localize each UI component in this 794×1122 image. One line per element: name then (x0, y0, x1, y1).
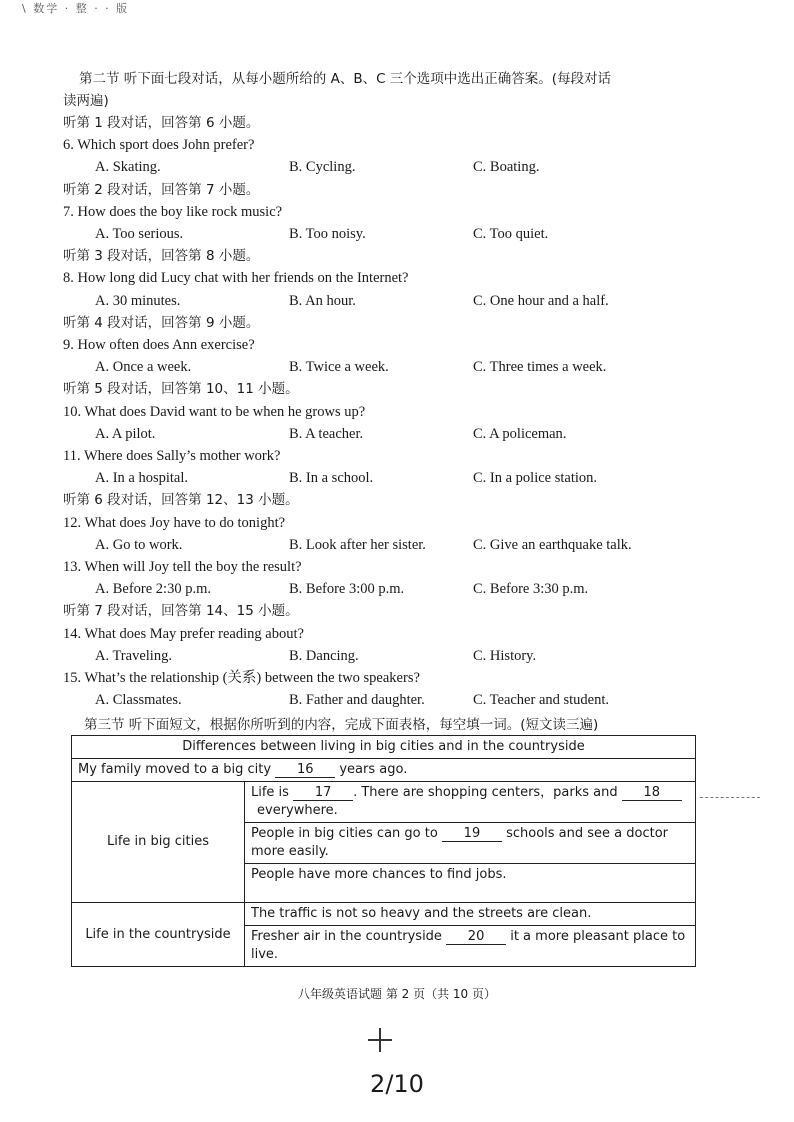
answer-option-b[interactable]: B. Cycling. (289, 159, 356, 176)
dialogue-instruction: 听第 1 段对话，回答第 6 小题。 (63, 115, 260, 131)
answer-option-c[interactable]: C. Too quiet. (473, 226, 549, 242)
country-row-air (245, 926, 696, 967)
answer-option-c[interactable]: C. Three times a week. (473, 359, 607, 376)
answer-option-a[interactable]: A. Before 2:30 p.m. (95, 581, 211, 598)
question-text: 9. How often does Ann exercise? (63, 337, 255, 353)
answer-option-c[interactable]: C. Give an earthquake talk. (473, 536, 632, 553)
dialogue-instruction: 听第 7 段对话，回答第 14、15 小题。 (63, 603, 299, 620)
city-schools-post: schools and see a doctor more easily. (251, 826, 669, 859)
answer-option-a[interactable]: A. Skating. (95, 159, 161, 176)
dialogue-instruction: 听第 6 段对话，回答第 12、13 小题。 (63, 492, 299, 509)
table-row-moved (72, 759, 696, 782)
blank-18[interactable]: 18 (622, 785, 682, 801)
answer-option-b[interactable]: B. Look after her sister. (289, 536, 426, 553)
country-label: Life in the countryside (72, 903, 245, 967)
blank-19[interactable]: 19 (442, 826, 502, 842)
answer-option-a[interactable]: A. 30 minutes. (95, 292, 181, 309)
city-schools-pre: People in big cities can go to (251, 826, 438, 841)
blank-16[interactable]: 16 (275, 762, 335, 778)
city-row-life (245, 782, 696, 823)
answer-option-b[interactable]: B. Dancing. (289, 647, 359, 664)
city-life-mid: . There are shopping centers，parks and (353, 785, 618, 800)
answer-option-b[interactable]: B. Father and daughter. (289, 692, 425, 709)
country-air-pre: Fresher air in the countryside (251, 929, 442, 944)
country-air-post: it a more pleasant place to live. (251, 929, 686, 962)
answer-option-b[interactable]: B. Twice a week. (289, 359, 389, 376)
section2-title-cont: 读两遍) (63, 93, 109, 109)
answer-option-c[interactable]: C. Boating. (473, 159, 540, 176)
scan-mark (700, 797, 760, 800)
city-row-schools (245, 823, 696, 864)
section2-title: 第二节 听下面七段对话，从每小题所给的 A、B、C 三个选项中选出正确答案。(每段对话 (79, 71, 612, 87)
question-text: 13. When will Joy tell the boy the result? (63, 559, 302, 575)
question-text: 14. What does May prefer reading about? (63, 625, 304, 642)
city-life-post: everywhere. (257, 803, 338, 818)
answer-option-b[interactable]: B. Too noisy. (289, 226, 366, 242)
answer-option-a[interactable]: A. In a hospital. (95, 470, 189, 487)
answer-option-b[interactable]: B. A teacher. (289, 425, 364, 442)
answer-option-c[interactable]: C. Before 3:30 p.m. (473, 581, 589, 598)
dialogue-instruction: 听第 3 段对话，回答第 8 小题。 (63, 248, 260, 265)
answer-option-a[interactable]: A. Too serious. (95, 226, 184, 242)
blank-17[interactable]: 17 (293, 785, 353, 801)
question-text: 11. Where does Sally’s mother work? (63, 448, 281, 464)
question-text: 15. What’s the relationship (关系) between the two speakers? (63, 670, 420, 686)
question-text: 8. How long did Lucy chat with her friends on the Internet? (63, 270, 409, 287)
answer-option-c[interactable]: C. One hour and a half. (473, 292, 609, 309)
answer-option-c[interactable]: C. Teacher and student. (473, 692, 610, 709)
answer-option-c[interactable]: C. A policeman. (473, 425, 567, 442)
dialogue-instruction: 听第 2 段对话，回答第 7 小题。 (63, 181, 260, 198)
city-life-pre: Life is (251, 785, 289, 800)
answer-option-a[interactable]: A. Once a week. (95, 359, 192, 376)
question-text: 12. What does Joy have to do tonight? (63, 514, 286, 531)
country-row-traffic: The traffic is not so heavy and the streets are clean. (245, 903, 696, 926)
answer-option-a[interactable]: A. Classmates. (95, 692, 182, 709)
answer-option-a[interactable]: A. Go to work. (95, 536, 183, 553)
row-moved-text: My family moved to a big city (78, 762, 272, 777)
answer-option-b[interactable]: B. An hour. (289, 292, 356, 309)
page-footer: 八年级英语试题 第 2 页（共 10 页） (298, 987, 496, 1001)
section3-title: 第三节 听下面短文，根据你所听到的内容，完成下面表格，每空填一词。(短文读三遍) (84, 717, 599, 733)
city-row-jobs: People have more chances to find jobs. (245, 864, 696, 903)
dialogue-instruction: 听第 5 段对话，回答第 10、11 小题。 (63, 381, 299, 398)
question-text: 6. Which sport does John prefer? (63, 137, 255, 154)
answer-table (71, 735, 696, 967)
blank-20[interactable]: 20 (446, 929, 506, 945)
dialogue-instruction: 听第 4 段对话，回答第 9 小题。 (63, 314, 260, 331)
answer-option-a[interactable]: A. Traveling. (95, 647, 172, 664)
scan-header-fragment: \ 数学 · 整 · · 版 (22, 2, 130, 14)
answer-option-a[interactable]: A. A pilot. (95, 425, 156, 442)
answer-option-c[interactable]: C. History. (473, 647, 537, 664)
question-text: 10. What does David want to be when he grows up? (63, 403, 366, 420)
crosshair-icon (368, 1028, 392, 1052)
question-text: 7. How does the boy like rock music? (63, 203, 283, 220)
city-label: Life in big cities (72, 782, 245, 903)
answer-option-b[interactable]: B. In a school. (289, 470, 374, 487)
row-moved-tail: years ago. (339, 762, 408, 777)
answer-option-c[interactable]: C. In a police station. (473, 470, 598, 487)
page-indicator: 2/10 (370, 1070, 424, 1098)
table-heading: Differences between living in big cities and in the countryside (72, 736, 696, 759)
answer-option-b[interactable]: B. Before 3:00 p.m. (289, 581, 405, 598)
